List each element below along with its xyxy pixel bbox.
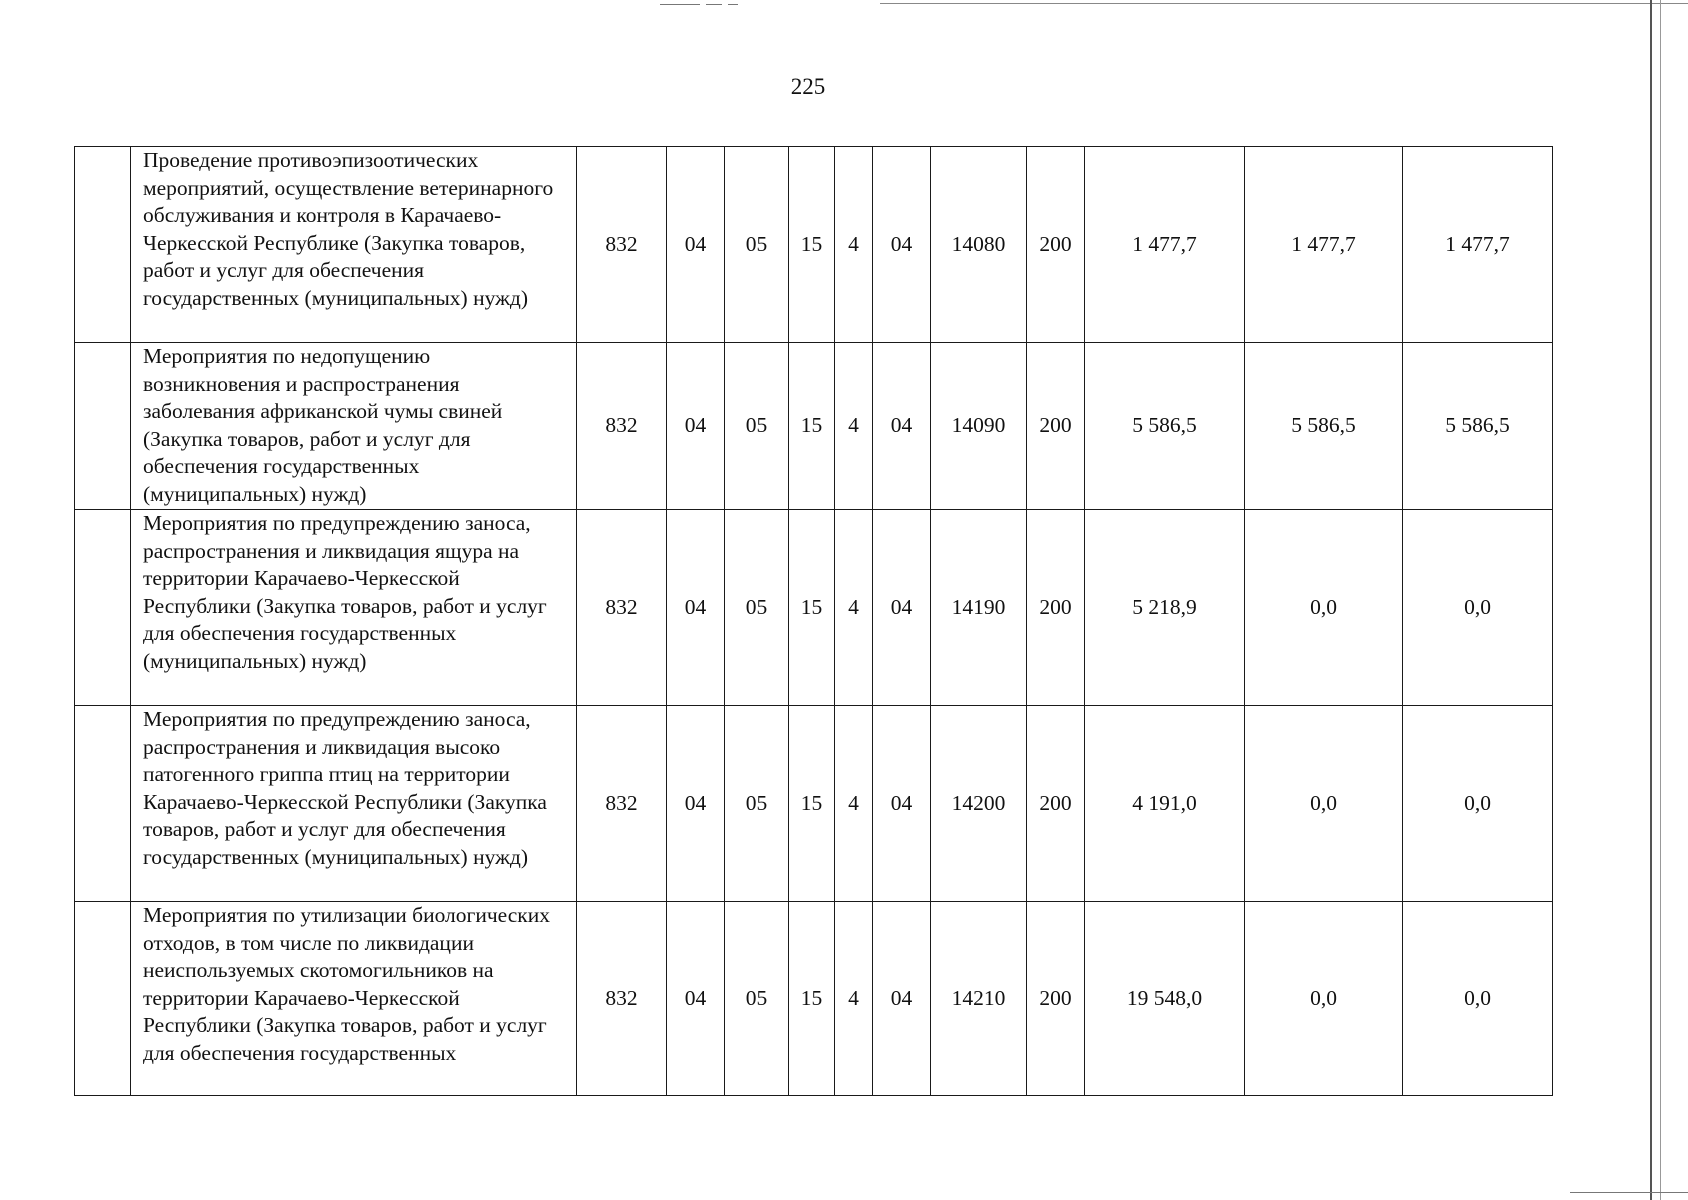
description-cell: Мероприятия по недопущению возникновения и распространения заболевания африканской чумы свиней (Закупка товаров, работ и услуг для обеспечения государственных (муниципальных) нужд) (131, 343, 577, 510)
code-cell: 832 (577, 902, 667, 1096)
sum-cell-3: 0,0 (1403, 510, 1553, 706)
page-number: 225 (790, 74, 826, 99)
subsection-cell: 05 (725, 902, 789, 1096)
main-event-cell: 04 (873, 902, 931, 1096)
program-cell: 15 (789, 343, 835, 510)
expense-type-cell: 200 (1027, 343, 1085, 510)
section-cell: 04 (667, 343, 725, 510)
program-cell: 15 (789, 902, 835, 1096)
subsection-cell: 05 (725, 706, 789, 902)
direction-cell: 14210 (931, 902, 1027, 1096)
sum-cell-3: 0,0 (1403, 706, 1553, 902)
direction-cell: 14080 (931, 147, 1027, 343)
code-cell: 832 (577, 147, 667, 343)
sum-cell-3: 1 477,7 (1403, 147, 1553, 343)
sum-cell-2: 0,0 (1245, 902, 1403, 1096)
sum-cell-2: 5 586,5 (1245, 343, 1403, 510)
sum-cell-3: 5 586,5 (1403, 343, 1553, 510)
subprogram-cell: 4 (835, 706, 873, 902)
subprogram-cell: 4 (835, 902, 873, 1096)
sum-cell-2: 0,0 (1245, 510, 1403, 706)
scan-edge-right-secondary (1660, 0, 1661, 1200)
table-row (75, 147, 1553, 343)
row-number-cell (75, 510, 131, 706)
program-cell: 15 (789, 510, 835, 706)
code-cell: 832 (577, 343, 667, 510)
description-cell: Мероприятия по предупреждению заноса, распространения и ликвидация высоко патогенного гриппа птиц на территории Карачаево-Черкесской Республики (Закупка товаров, работ и услуг для обеспечения государственных (муниципальных) нужд) (131, 706, 577, 902)
sum-cell-1: 5 218,9 (1085, 510, 1245, 706)
scan-mark (706, 4, 722, 5)
description-cell: Мероприятия по утилизации биологических отходов, в том числе по ликвидации неиспользуемых скотомогильников на территории Карачаево-Черкесской Республики (Закупка товаров, работ и услуг для обеспечения государственных (131, 902, 577, 1096)
sum-cell-2: 1 477,7 (1245, 147, 1403, 343)
subprogram-cell: 4 (835, 343, 873, 510)
code-cell: 832 (577, 510, 667, 706)
table-row (75, 706, 1553, 902)
sum-cell-1: 5 586,5 (1085, 343, 1245, 510)
sum-cell-2: 0,0 (1245, 706, 1403, 902)
subprogram-cell: 4 (835, 147, 873, 343)
table-row (75, 510, 1553, 706)
scan-edge-right (1650, 0, 1652, 1200)
scan-edge-bottom (1570, 1192, 1688, 1193)
main-event-cell: 04 (873, 343, 931, 510)
code-cell: 832 (577, 706, 667, 902)
direction-cell: 14200 (931, 706, 1027, 902)
sum-cell-1: 4 191,0 (1085, 706, 1245, 902)
expense-type-cell: 200 (1027, 706, 1085, 902)
description-cell: Мероприятия по предупреждению заноса, распространения и ликвидация ящура на территории Карачаево-Черкесской Республики (Закупка товаров, работ и услуг для обеспечения государственных (муниципальных) нужд) (131, 510, 577, 706)
subsection-cell: 05 (725, 343, 789, 510)
row-number-cell (75, 706, 131, 902)
section-cell: 04 (667, 706, 725, 902)
subprogram-cell: 4 (835, 510, 873, 706)
row-number-cell (75, 343, 131, 510)
sum-cell-3: 0,0 (1403, 902, 1553, 1096)
scan-edge-top (880, 3, 1688, 4)
direction-cell: 14190 (931, 510, 1027, 706)
scan-mark (728, 4, 738, 5)
row-number-cell (75, 147, 131, 343)
main-event-cell: 04 (873, 147, 931, 343)
scan-mark (660, 4, 700, 5)
subsection-cell: 05 (725, 147, 789, 343)
section-cell: 04 (667, 510, 725, 706)
main-event-cell: 04 (873, 706, 931, 902)
program-cell: 15 (789, 706, 835, 902)
section-cell: 04 (667, 902, 725, 1096)
main-event-cell: 04 (873, 510, 931, 706)
sum-cell-1: 19 548,0 (1085, 902, 1245, 1096)
expense-type-cell: 200 (1027, 147, 1085, 343)
expense-type-cell: 200 (1027, 510, 1085, 706)
table-row (75, 902, 1553, 1096)
budget-table (74, 146, 1553, 1096)
program-cell: 15 (789, 147, 835, 343)
expense-type-cell: 200 (1027, 902, 1085, 1096)
section-cell: 04 (667, 147, 725, 343)
sum-cell-1: 1 477,7 (1085, 147, 1245, 343)
direction-cell: 14090 (931, 343, 1027, 510)
table-row (75, 343, 1553, 510)
description-cell: Проведение противоэпизоотических мероприятий, осуществление ветеринарного обслуживания и контроля в Карачаево-Черкесской Республике (Закупка товаров, работ и услуг для обеспечения государственных (муниципальных) нужд) (131, 147, 577, 343)
subsection-cell: 05 (725, 510, 789, 706)
row-number-cell (75, 902, 131, 1096)
